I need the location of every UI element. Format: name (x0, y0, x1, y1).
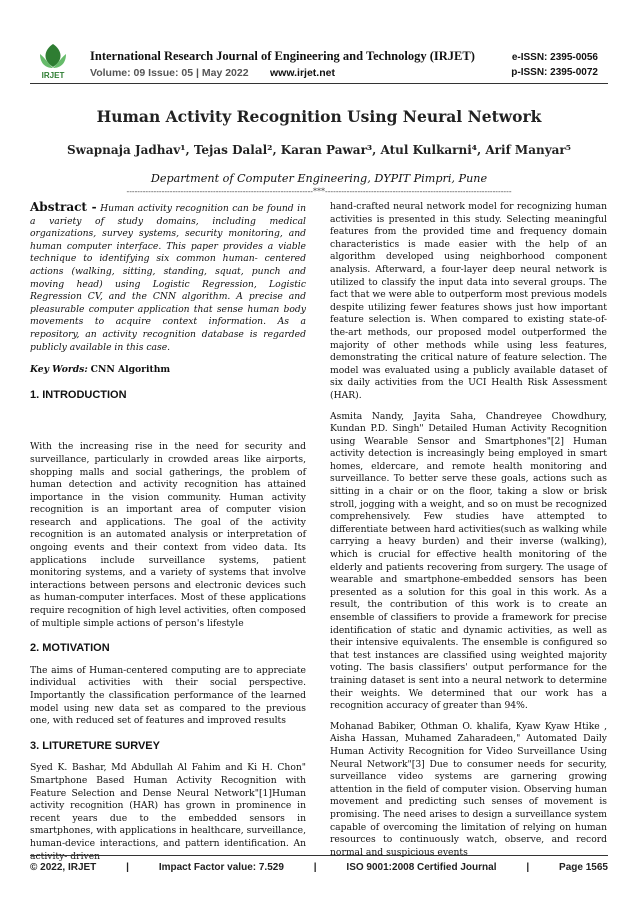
journal-website[interactable]: www.irjet.net (270, 67, 335, 79)
survey-paragraph-1: hand-crafted neural network model for recognizing human activities is presented in this study. Selecting meaningful features from the provided time and frequency domain characteristics is made easier with the help of an algorithm developed using neighborhood component analysis. Afterward, a four-layer deep neural network is utilized to classify the input data into several groups. The fact that we were able to outperform most previous models despite utilizing fewer features shows just how important feature selection is. When compared to existing state-of-the-art methods, our proposed model outperformed the majority of other methods while using less features, demonstrating the critical nature of feature selection. The model was evaluated using a publicly available dataset of six daily activities from the UCI Health Risk Assessment (HAR). (330, 201, 607, 401)
abstract-label: Abstract - (30, 200, 97, 214)
right-column (330, 201, 607, 867)
keywords: Key Words: CNN Algorithm (30, 364, 171, 376)
journal-name: International Research Journal of Engineering and Technology (IRJET) (90, 49, 475, 63)
footer-divider-1: | (126, 862, 129, 873)
abstract-text: Human activity recognition can be found in a variety of study domains, including medical organizations, survey systems, security monitoring, and human computer interface. This paper provides a viable technique to identifying six common human- centered actions (walking, sitting, standing, squat, punch and moving head) using Logistic Regression, Logistic Regression CV, and the CNN algorithm. A precise and pleasurable computer application that sense human body movements to acquire context information. As a repository, an activity recognition database is regarded publicly available in this case. (30, 203, 307, 353)
abstract (30, 201, 306, 354)
footer-page-number: Page 1565 (559, 862, 608, 873)
footer-impact-factor: Impact Factor value: 7.529 (158, 862, 284, 873)
separator-line: ---------------------------------------------------------------------***--------------------------------------------------------------------- (126, 187, 512, 196)
footer-divider-3: | (526, 862, 530, 873)
volume-issue: Volume: 09 Issue: 05 | May 2022 (90, 67, 249, 79)
survey-paragraph-2: Asmita Nandy, Jayita Saha, Chandreyee Chowdhury, Kundan P.D. Singh" Detailed Human Activity Recognition using Wearable Sensor and Smartphones"[2] Human activity detection is increasingly being employed in smart homes, eldercare, and remote health monitoring and surveillance. To better serve these goals, actions such as sitting in a chair or on the floor, taking a slow or brisk stroll, jogging with a weight, and so on must be recognized comprehensively. Few studies have attempted to differentiate between hard activities(such as walking while carrying a heavy burden) and their inverse (walking), which is crucial for effective health monitoring of the elderly and patients recovering from surgery. The usage of wearable and smartphone-embedded sensors has been presented as a solution for this goal in this work. As a result, the contribution of this work is to create an ensemble of classifiers to provide a framework for precise identification of static and dynamic activities, as well as their intensive equivalents. The ensemble is configured so that test instances are classified using weighted majority voting. The basis classifiers' output performance for the training dataset is sent into a neural network to determine their weights. We determined that our work has a recognition accuracy of greater than 94%. (330, 410, 607, 712)
paper-authors: Swapnaja Jadhav¹, Tejas Dalal², Karan Pawar³, Atul Kulkarni⁴, Arif Manyar⁵ (66, 143, 572, 157)
motivation-text: The aims of Human-centered computing are to appreciate individual activities with their social perspective. Importantly the classification performance of the learned model using new data set as compared to the previous one, with reduced set of features and improved results (30, 664, 306, 727)
header-divider (30, 83, 608, 84)
left-column (30, 201, 306, 871)
p-issn: p-ISSN: 2395-0072 (511, 67, 598, 78)
section-heading-motivation: 2. MOTIVATION (30, 642, 110, 655)
logo-text: IRJET (41, 71, 65, 80)
keywords-value: CNN Algorithm (90, 364, 171, 376)
paper-affiliation: Department of Computer Engineering, DYPIT Pimpri, Pune (150, 172, 488, 185)
introduction-text: With the increasing rise in the need for security and surveillance, particularly in crowded areas like airports, shopping malls and social gatherings, the problem of human detection and activity recognition has attained importance in the vision community. Human activity recognition is an important area of computer vision research and applications. The goal of the activity recognition is an automated analysis or interpretation of ongoing events and their context from video data. Its applications include surveillance systems, patient monitoring systems, and a variety of systems that involve interactions between persons and electronic devices such as human-computer interfaces. Most of these applications require recognition of high level activities, often composed of multiple simple actions of person's lifestyle (30, 441, 306, 629)
literature-survey-text: Syed K. Bashar, Md Abdullah Al Fahim and Ki H. Chon" Smartphone Based Human Activity Recognition with Feature Selection and Dense Neural Network"[1]Human activity recognition (HAR) has grown in prominence in recent years due to the embedded sensors in smartphones, with applications in healthcare, surveillance, human-device interactions, and pattern identification. An activity- driven (30, 762, 306, 862)
footer-copyright: © 2022, IRJET (30, 862, 97, 873)
section-heading-literature-survey: 3. LITURETURE SURVEY (30, 739, 160, 752)
irjet-logo (30, 40, 76, 80)
section-heading-introduction: 1. INTRODUCTION (30, 388, 127, 401)
paper-title: Human Activity Recognition Using Neural Network (96, 107, 542, 126)
e-issn: e-ISSN: 2395-0056 (511, 52, 598, 63)
footer-divider-2: | (313, 862, 317, 873)
survey-paragraph-3: Mohanad Babiker, Othman O. khalifa, Kyaw Kyaw Htike , Aisha Hassan, Muhamed Zaharadeen," Automated Daily Human Activity Recognition for Video Surveillance Using Neural Network"[3] Due to consumer needs for security, surveillance video systems are garnering growing attention in the field of computer vision. Observing human movement and predicting such senses of movement is promising. The need arises to design a surveillance system capable of overcoming the limitation of relying on human resources to continuously watch, observe, and record normal and suspicious events (330, 720, 607, 858)
footer-iso: ISO 9001:2008 Certified Journal (346, 862, 497, 873)
keywords-label: Key Words (30, 364, 85, 376)
footer (30, 862, 608, 873)
footer-divider (30, 855, 608, 856)
